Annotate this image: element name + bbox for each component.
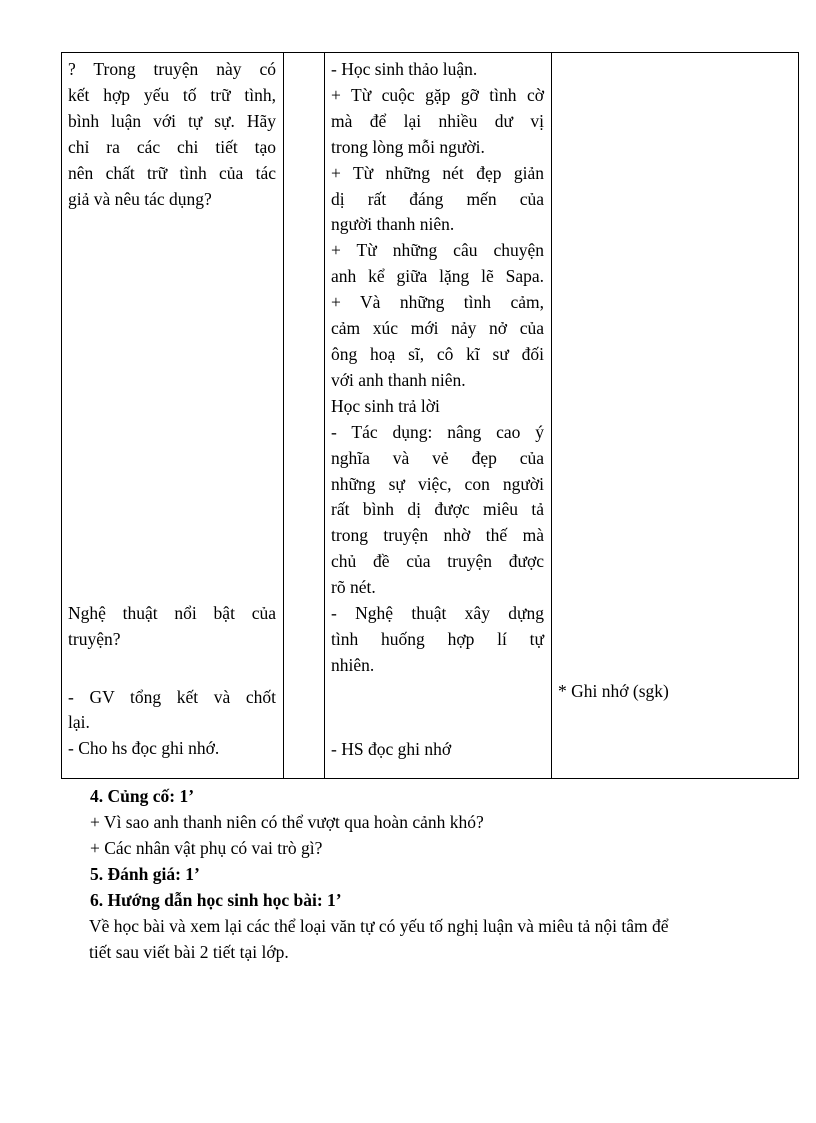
- text-line: trong truyện nhờ thế mà: [331, 525, 544, 546]
- student-activity-cell: [325, 53, 552, 779]
- text-line: kết hợp yếu tố trữ tình,: [68, 84, 276, 105]
- text-line: + Và những tình cảm,: [331, 292, 544, 313]
- text-line: nghĩa và vẻ đẹp của: [331, 447, 544, 468]
- text-line: lại.: [68, 712, 90, 733]
- text-line: nên chất trữ tình của tác: [68, 162, 276, 183]
- text-line: - Học sinh thảo luận.: [331, 59, 478, 79]
- text-line: cảm xúc mới nảy nở của: [331, 318, 544, 339]
- text-line: rất bình dị được miêu tả: [331, 499, 544, 520]
- section-heading: 6. Hướng dẫn học sinh học bài: 1’: [90, 890, 342, 910]
- section-heading: 4. Củng cố: 1’: [90, 786, 195, 806]
- teacher-activity-cell: [62, 53, 284, 779]
- text-line: + Từ cuộc gặp gỡ tình cờ: [331, 84, 544, 105]
- empty-column-cell: [284, 53, 325, 779]
- note-text: * Ghi nhớ (sgk): [558, 681, 669, 701]
- text-line: - Nghệ thuật xây dựng: [331, 603, 544, 624]
- text-line: giả và nêu tác dụng?: [68, 188, 212, 209]
- text-line: chỉ ra các chi tiết tạo: [68, 136, 276, 157]
- text-line: - Tác dụng: nâng cao ý: [331, 421, 544, 442]
- text-line: người thanh niên.: [331, 214, 455, 235]
- text-line: trong lòng mỗi người.: [331, 136, 485, 157]
- text-line: - GV tổng kết và chốt: [68, 686, 276, 707]
- text-line: + Từ những nét đẹp giản: [331, 162, 544, 183]
- text-line: bình luận với tự sự. Hãy: [68, 110, 276, 131]
- text-line: - Cho hs đọc ghi nhớ.: [68, 738, 220, 759]
- text-line: anh kể giữa lặng lẽ Sapa.: [331, 266, 544, 287]
- text-line: Học sinh trả lời: [331, 395, 440, 416]
- lesson-closing: [90, 783, 770, 965]
- text-line: + Các nhân vật phụ có vai trò gì?: [90, 838, 323, 858]
- text-line: dị rất đáng mến của: [331, 188, 544, 209]
- text-line: + Vì sao anh thanh niên có thể vượt qua hoàn cảnh khó?: [90, 812, 484, 832]
- text-line: rõ nét.: [331, 577, 376, 598]
- text-line: mà để lại nhiều dư vị: [331, 110, 544, 131]
- text-line: tình huống hợp lí tự: [331, 628, 544, 649]
- text-line: truyện?: [68, 628, 121, 649]
- text-line: chủ đề của truyện được: [331, 551, 544, 572]
- text-line: ông hoạ sĩ, cô kĩ sư đối: [331, 343, 544, 364]
- section-heading: 5. Đánh giá: 1’: [90, 864, 200, 884]
- note-cell: [552, 53, 799, 779]
- text-line: tiết sau viết bài 2 tiết tại lớp.: [89, 942, 289, 962]
- text-line: những sự việc, con người: [331, 473, 544, 494]
- text-line: với anh thanh niên.: [331, 369, 466, 390]
- text-line: + Từ những câu chuyện: [331, 240, 544, 261]
- text-line: Nghệ thuật nổi bật của: [68, 602, 276, 623]
- text-line: ? Trong truyện này có: [68, 59, 276, 79]
- table-row: [62, 53, 799, 779]
- text-line: - HS đọc ghi nhớ: [331, 738, 452, 759]
- text-line: nhiên.: [331, 654, 375, 675]
- lesson-table: [61, 52, 799, 779]
- text-line: Về học bài và xem lại các thể loại văn tự có yếu tố nghị luận và miêu tả nội tâm để: [89, 916, 669, 936]
